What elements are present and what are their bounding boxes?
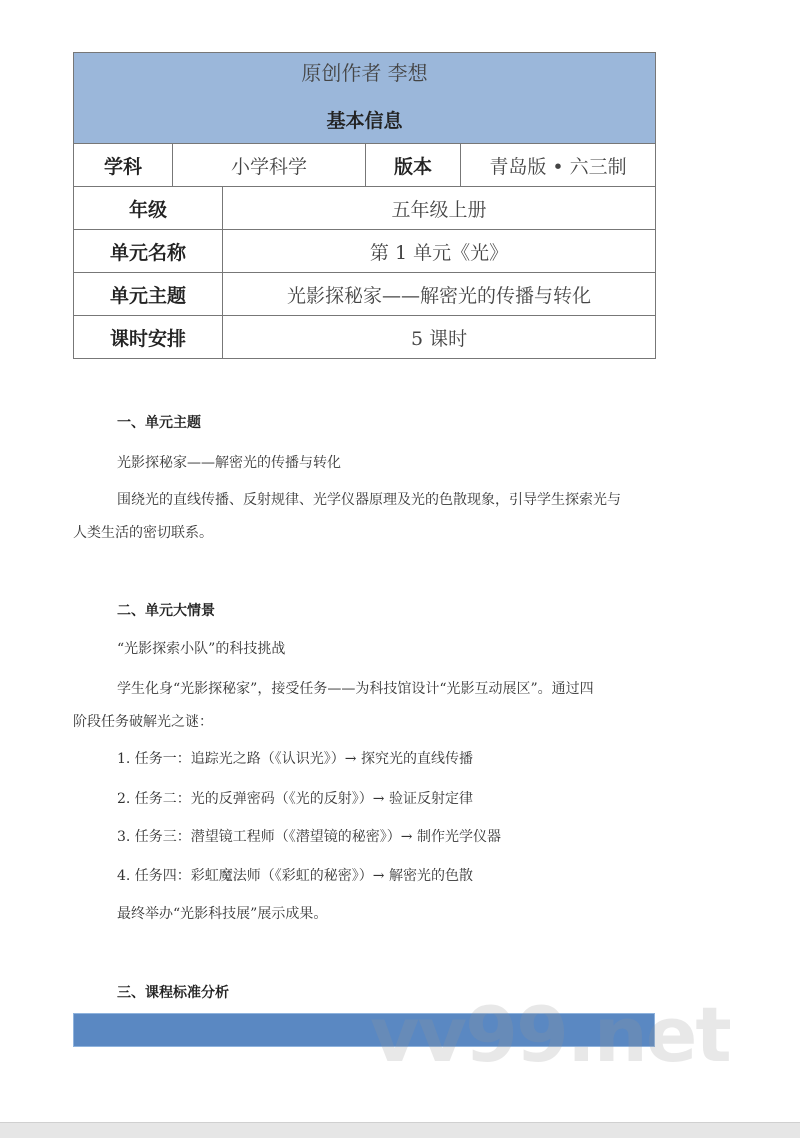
section2-heading: 二、单元大情景 — [117, 603, 215, 619]
edition-value: 青岛版 • 六三制 — [461, 144, 656, 187]
task-item: 4. 任务四：彩虹魔法师（《彩虹的秘密》）→ 解密光的色散 — [117, 868, 473, 884]
hours-value: 5 课时 — [223, 316, 656, 359]
table-header — [74, 53, 656, 144]
unit-theme-value: 光影探秘家——解密光的传播与转化 — [223, 273, 656, 316]
task-item: 2. 任务二：光的反弹密码（《光的反射》）→ 验证反射定律 — [117, 791, 473, 807]
grade-label: 年级 — [74, 187, 223, 230]
section1-heading: 一、单元主题 — [117, 415, 201, 431]
section1-theme: 光影探秘家——解密光的传播与转化 — [117, 455, 341, 471]
section2-desc-line1: 学生化身“光影探秘家”，接受任务——为科技馆设计“光影互动展区”。通过四 — [117, 681, 594, 697]
section1-desc-line1: 围绕光的直线传播、反射规律、光学仪器原理及光的色散现象，引导学生探索光与 — [117, 492, 621, 508]
watermark: vv99.net — [370, 990, 730, 1079]
unit-name-label: 单元名称 — [74, 230, 223, 273]
task-item: 1. 任务一：追踪光之路（《认识光》）→ 探究光的直线传播 — [117, 751, 473, 767]
unit-name-value: 第 1 单元《光》 — [223, 230, 656, 273]
hours-label: 课时安排 — [74, 316, 223, 359]
section1-desc-line2: 人类生活的密切联系。 — [73, 525, 213, 541]
edition-label: 版本 — [366, 144, 461, 187]
section2-closing: 最终举办“光影科技展”展示成果。 — [117, 906, 328, 922]
section2-desc-line2: 阶段任务破解光之谜： — [73, 714, 213, 730]
table-title: 基本信息 — [326, 110, 403, 132]
grade-value: 五年级上册 — [223, 187, 656, 230]
page-bottom-strip — [0, 1122, 800, 1138]
subject-value: 小学科学 — [173, 144, 366, 187]
basic-info-table — [73, 52, 656, 359]
author: 原创作者 李想 — [301, 61, 428, 85]
section3-heading: 三、课程标准分析 — [117, 985, 229, 1001]
unit-theme-label: 单元主题 — [74, 273, 223, 316]
subject-label: 学科 — [74, 144, 173, 187]
section2-scenario: “光影探索小队”的科技挑战 — [117, 641, 286, 657]
task-item: 3. 任务三：潜望镜工程师（《潜望镜的秘密》）→ 制作光学仪器 — [117, 829, 501, 845]
